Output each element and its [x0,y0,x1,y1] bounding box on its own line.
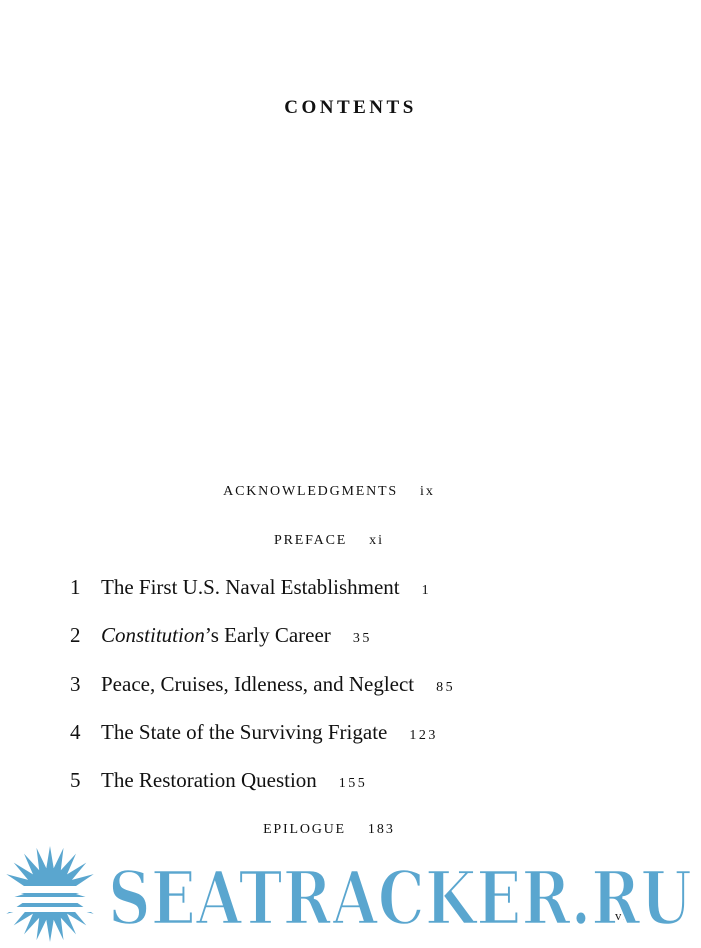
toc-chapter-4[interactable] [70,720,438,745]
chapter-number: 5 [70,768,81,792]
chapter-title: The Restoration Question [101,768,317,792]
chapter-title: ’s Early Career [204,623,331,647]
watermark-text: SEATRACKER.RU [108,856,692,942]
toc-chapter-5[interactable] [70,768,367,793]
toc-chapter-3[interactable] [70,672,455,697]
page-title: CONTENTS [284,97,417,118]
chapter-page: 35 [352,631,372,646]
chapter-number: 3 [70,672,81,696]
chapter-page: 155 [338,776,368,791]
toc-entry-page: 183 [367,822,395,837]
chapter-page: 1 [421,583,432,598]
toc-chapter-2[interactable] [70,623,372,648]
chapter-title-italic: Constitution [101,623,205,647]
sun-icon [0,846,100,942]
toc-entry-preface[interactable] [0,533,658,549]
chapter-number: 1 [70,575,81,599]
chapter-page: 123 [409,728,438,743]
chapter-page: 85 [436,680,456,695]
toc-entry-page: xi [369,533,384,548]
toc-entry-acknowledgments[interactable] [0,484,658,500]
watermark [0,842,701,948]
chapter-number: 4 [70,720,81,744]
toc-chapter-1[interactable] [70,575,431,600]
toc-entry-epilogue[interactable] [0,822,658,838]
chapter-title: Peace, Cruises, Idleness, and Neglect [101,672,415,696]
chapter-title: The State of the Surviving Frigate [101,720,388,744]
toc-entry-label: ACKNOWLEDGMENTS [223,484,398,499]
toc-entry-label: PREFACE [274,533,348,548]
chapter-number: 2 [70,623,81,647]
page-folio: vii [615,908,634,923]
toc-entry-page: ix [419,484,435,499]
toc-entry-label: EPILOGUE [263,822,346,837]
chapter-title: The First U.S. Naval Establishment [101,575,400,599]
